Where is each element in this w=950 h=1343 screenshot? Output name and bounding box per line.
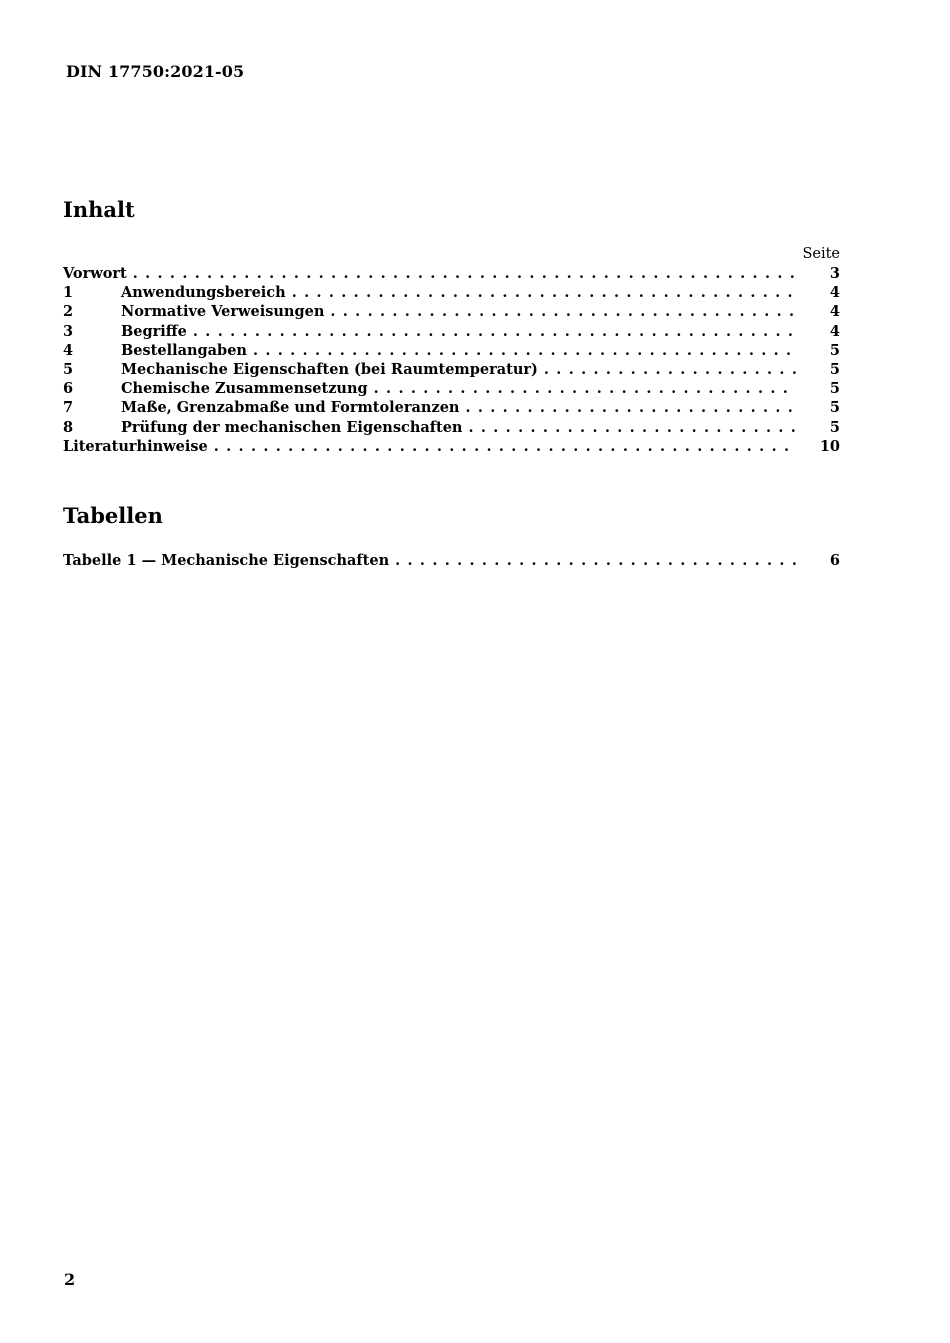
dot-leader	[253, 342, 796, 359]
toc-entry-title: Vorwort	[63, 265, 127, 282]
table-entry-1[interactable]	[63, 552, 840, 571]
toc-entry-title: Literaturhinweise	[63, 437, 208, 455]
toc-entry-title: Normative Verweisungen	[121, 303, 325, 321]
toc-entry-page: 3	[829, 265, 840, 282]
toc-entry-4[interactable]	[63, 342, 840, 361]
dot-leader	[133, 265, 796, 282]
page-column-label: Seite	[802, 246, 840, 262]
page-number: 2	[64, 1270, 76, 1289]
dot-leader	[214, 438, 796, 455]
toc-entry-6[interactable]	[63, 380, 840, 399]
toc-entry-number: 8	[63, 418, 74, 436]
document-id: DIN 17750:2021-05	[66, 62, 245, 81]
toc-entry-page: 5	[829, 380, 840, 398]
toc-entry-number: 7	[63, 399, 74, 417]
toc-entry-number: 2	[63, 303, 74, 321]
toc-entry-page: 5	[829, 360, 840, 378]
toc-entry-vorwort[interactable]	[63, 265, 840, 284]
list-of-tables	[63, 552, 840, 571]
toc-entry-title: Mechanische Eigenschaften (bei Raumtemperatur)	[121, 360, 538, 378]
dot-leader	[468, 419, 796, 436]
toc-entry-number: 4	[63, 341, 74, 359]
toc-entry-page: 4	[829, 284, 840, 302]
dot-leader	[193, 323, 796, 340]
toc-entry-page: 5	[829, 418, 840, 436]
toc-entry-page: 10	[819, 437, 840, 455]
table-of-contents	[63, 265, 840, 457]
toc-entry-title: Anwendungsbereich	[121, 284, 286, 302]
toc-entry-title: Maße, Grenzabmaße und Formtoleranzen	[121, 399, 460, 417]
table-entry-title: Tabelle 1 — Mechanische Eigenschaften	[63, 552, 390, 569]
dot-leader	[374, 380, 796, 397]
toc-entry-number: 5	[63, 360, 74, 378]
toc-entry-literaturhinweise[interactable]	[63, 438, 840, 457]
dot-leader	[292, 284, 796, 301]
toc-entry-number: 1	[63, 284, 74, 302]
toc-entry-title: Bestellangaben	[121, 341, 247, 359]
dot-leader	[330, 303, 796, 320]
table-entry-page: 6	[829, 552, 840, 569]
toc-entry-1[interactable]	[63, 284, 840, 303]
toc-entry-page: 4	[829, 303, 840, 321]
dot-leader	[544, 361, 796, 378]
tables-heading: Tabellen	[63, 503, 163, 528]
dot-leader	[395, 552, 796, 569]
toc-entry-page: 4	[829, 322, 840, 340]
contents-heading: Inhalt	[63, 197, 135, 222]
toc-entry-page: 5	[829, 399, 840, 417]
dot-leader	[465, 399, 796, 416]
toc-entry-8[interactable]	[63, 419, 840, 438]
toc-entry-3[interactable]	[63, 323, 840, 342]
toc-entry-title: Prüfung der mechanischen Eigenschaften	[121, 418, 463, 436]
toc-entry-5[interactable]	[63, 361, 840, 380]
toc-entry-title: Chemische Zusammensetzung	[121, 380, 368, 398]
toc-entry-2[interactable]	[63, 303, 840, 322]
toc-entry-title: Begriffe	[121, 322, 187, 340]
toc-entry-page: 5	[829, 341, 840, 359]
toc-entry-number: 6	[63, 380, 74, 398]
toc-entry-number: 3	[63, 322, 74, 340]
toc-entry-7[interactable]	[63, 399, 840, 418]
